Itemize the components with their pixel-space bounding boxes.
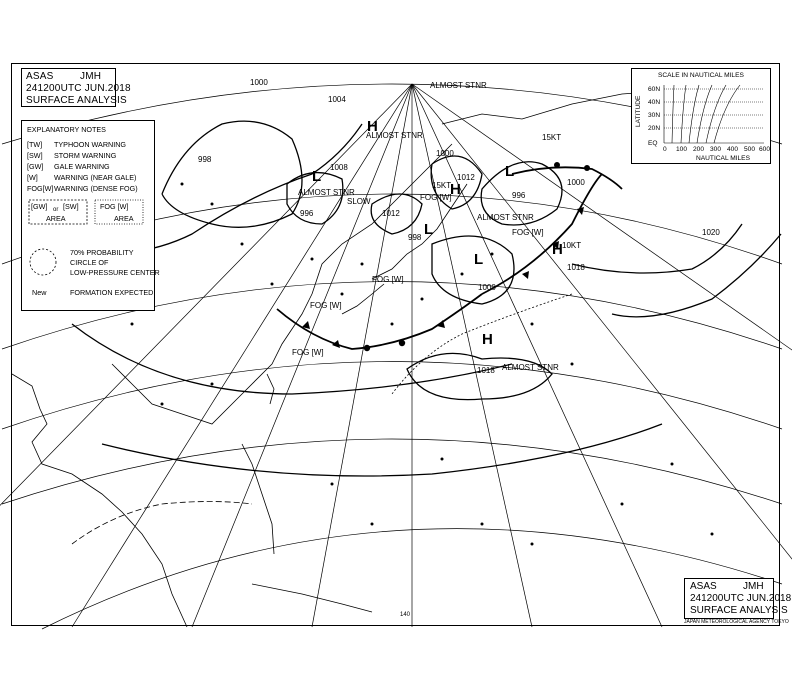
station-dot	[621, 503, 624, 506]
scale-graph	[664, 85, 764, 147]
isobar-label: 1000	[436, 149, 454, 158]
low-pressure-symbol: L	[505, 163, 515, 180]
probability-text: CIRCLE OF	[70, 258, 109, 267]
station-dot	[531, 323, 534, 326]
isobar-label: 998	[408, 233, 422, 242]
isobar	[407, 353, 552, 399]
scale-xlabel: NAUTICAL MILES	[696, 155, 750, 162]
legend-code: [TW]	[27, 140, 43, 149]
station-dot	[341, 293, 344, 296]
agency-code: JMH	[80, 71, 102, 82]
station-dot	[161, 403, 164, 406]
low-pressure-symbol: L	[312, 168, 322, 185]
scale-ylabel: LATITUDE	[635, 95, 642, 127]
station-dot	[311, 258, 314, 261]
legend-text: GALE WARNING	[54, 162, 110, 171]
agency-credit: JAPAN METEOROLOGICAL AGENCY TOKYO	[684, 619, 789, 625]
footer-agency-code: JMH	[743, 581, 764, 592]
low-pressure-symbol: L	[424, 221, 434, 238]
movement-label: SLOW	[347, 197, 371, 206]
area-code-sw: [SW]	[63, 202, 79, 211]
scale-title: SCALE IN NAUTICAL MILES	[658, 72, 744, 79]
isobar-label: 1018	[477, 366, 495, 375]
legend-code: [W]	[27, 173, 38, 182]
station-dot	[211, 203, 214, 206]
x-tick: 400	[727, 146, 739, 153]
longitude-line	[412, 81, 662, 627]
chart-title-box	[21, 68, 131, 107]
chart-code: ASAS	[26, 71, 54, 82]
x-tick: 500	[744, 146, 756, 153]
station-dot	[481, 523, 484, 526]
isobar-label: 1000	[567, 178, 585, 187]
system-label: ALMOST STNR	[366, 131, 423, 140]
low-pressure-symbol: L	[474, 251, 484, 268]
station-dot	[131, 323, 134, 326]
isobar	[102, 424, 662, 476]
station-dot	[331, 483, 334, 486]
isobar-label: 998	[198, 155, 212, 164]
japan-coast	[342, 284, 384, 314]
legend-text: WARNING (DENSE FOG)	[54, 184, 138, 193]
lat-tick: 60N	[648, 86, 661, 93]
station-dot	[671, 463, 674, 466]
isobar	[432, 236, 514, 304]
station-dot	[271, 283, 274, 286]
isobar-label: 996	[300, 209, 314, 218]
coastline	[12, 374, 187, 627]
borneo-coast	[252, 584, 372, 612]
station-dot	[421, 298, 424, 301]
x-tick: 300	[710, 146, 722, 153]
isobar-label: 1008	[330, 163, 348, 172]
lat-tick: 20N	[648, 125, 661, 132]
front-semicircle	[399, 340, 405, 346]
isobar-label: 996	[512, 191, 526, 200]
taiwan-coast	[267, 374, 274, 404]
system-label: 10KT	[562, 241, 582, 250]
legend-text: TYPHOON WARNING	[54, 140, 127, 149]
station-dot	[531, 543, 534, 546]
x-tick: 600	[759, 146, 771, 153]
isobar-label: 1004	[328, 95, 346, 104]
x-tick: 200	[693, 146, 705, 153]
isobar-label: 1000	[478, 283, 496, 292]
fog-warning-label: FOG [W]	[372, 275, 404, 284]
station-dot	[211, 383, 214, 386]
chart-title: SURFACE ANALYSIS	[26, 95, 127, 106]
fog-area-code: FOG [W]	[100, 202, 129, 211]
station-dot	[241, 243, 244, 246]
legend-code: [GW]	[27, 162, 44, 171]
scale-box	[631, 68, 771, 164]
high-pressure-symbol: H	[367, 118, 378, 135]
dashed-line	[72, 502, 252, 545]
isobar-label: 1012	[382, 209, 400, 218]
area-or: or	[53, 207, 59, 213]
isobar	[612, 234, 781, 317]
fog-warning-label: FOG [W]	[420, 193, 452, 202]
chart-datetime: 241200UTC JUN.2018	[26, 83, 131, 94]
lat-tick: EQ	[648, 140, 658, 147]
station-dot	[391, 323, 394, 326]
lat-tick: 40N	[648, 99, 661, 106]
footer-code: ASAS	[690, 581, 717, 592]
longitude-line	[312, 84, 412, 627]
system-label: 15KT	[542, 133, 562, 142]
longitude-label: 140	[400, 612, 411, 618]
legend-text: WARNING (NEAR GALE)	[54, 173, 137, 182]
station-dot	[571, 363, 574, 366]
isobar	[162, 121, 302, 227]
legend-code: [SW]	[27, 151, 43, 160]
front-semicircle	[364, 345, 370, 351]
fog-area-label: AREA	[114, 214, 134, 223]
probability-circle-icon	[28, 247, 58, 277]
footer-title: SURFACE ANALYSIS	[690, 605, 788, 616]
station-dot	[441, 458, 444, 461]
fog-warning-label: FOG [W]	[310, 301, 342, 310]
isobar-label: 1018	[567, 263, 585, 272]
station-dot	[181, 183, 184, 186]
isobar-label: 1020	[702, 228, 720, 237]
system-label: ALMOST STNR	[430, 81, 487, 90]
front-semicircle	[554, 162, 560, 168]
fog-warning-label: FOG [W]	[292, 348, 324, 357]
legend-box	[21, 120, 160, 311]
philippines-coast	[242, 444, 274, 554]
isobar-label: 1012	[457, 173, 475, 182]
isobar	[72, 324, 512, 394]
x-tick: 100	[676, 146, 688, 153]
area-label: AREA	[46, 214, 66, 223]
isobar-label: 1000	[250, 78, 268, 87]
system-label: 15KT	[432, 181, 452, 190]
front-triangle	[522, 271, 529, 279]
station-dot	[371, 523, 374, 526]
legend-title: EXPLANATORY NOTES	[27, 125, 106, 134]
system-label: ALMOST STNR	[477, 213, 534, 222]
footer-title-box	[684, 578, 792, 619]
high-pressure-symbol: H	[552, 241, 563, 258]
fog-warning-label: FOG [W]	[512, 228, 544, 237]
footer-datetime: 241200UTC JUN.2018	[690, 593, 792, 604]
station-dot	[461, 273, 464, 276]
weather-chart	[11, 63, 792, 626]
high-pressure-symbol: H	[482, 331, 493, 348]
new-text: FORMATION EXPECTED	[70, 288, 154, 297]
probability-text: LOW-PRESSURE CENTER	[70, 268, 160, 277]
station-dot	[711, 533, 714, 536]
new-label: New	[32, 288, 47, 297]
latitude-arc	[2, 362, 782, 430]
x-tick: 0	[663, 146, 667, 153]
station-dot	[491, 253, 494, 256]
lat-tick: 30N	[648, 112, 661, 119]
high-pressure-symbol: H	[450, 181, 461, 198]
system-label: ALMOST STNR	[298, 188, 355, 197]
front-triangle	[332, 340, 340, 348]
station-dot	[361, 263, 364, 266]
system-label: ALMOST STNR	[502, 363, 559, 372]
front-semicircle	[584, 165, 590, 171]
legend-text: STORM WARNING	[54, 151, 117, 160]
probability-text: 70% PROBABILITY	[70, 248, 134, 257]
area-code-gw: [GW]	[31, 202, 48, 211]
legend-code: FOG[W]	[27, 184, 54, 193]
